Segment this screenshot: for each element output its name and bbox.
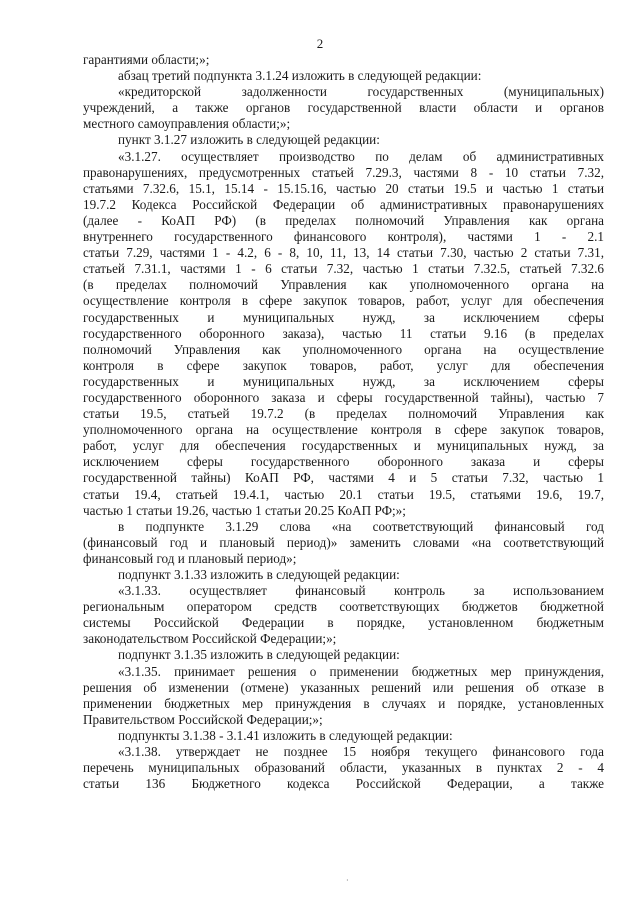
text-line: Правительством Российской Федерации;»; bbox=[83, 711, 323, 727]
text-line: «3.1.38. утверждает не позднее 15 ноября текущего финансового года bbox=[118, 744, 604, 760]
scan-speck: · bbox=[346, 876, 349, 885]
text-line: (далее - КоАП РФ) (в пределах полномочий Управления как органа bbox=[83, 212, 604, 228]
text-line: осуществление контроля в сфере закупок товаров, работ, услуг для обеспечения bbox=[83, 293, 604, 309]
document-body bbox=[83, 52, 604, 792]
text-line: гарантиями области;»; bbox=[83, 52, 210, 67]
text-line: полномочий Управления как уполномоченного органа на осуществление bbox=[83, 341, 604, 357]
text-line: статьи 136 Бюджетного кодекса Российской Федерации, а также bbox=[83, 776, 604, 792]
text-line: решения об изменении (отмене) указанных решений или решения об отказе в bbox=[83, 679, 604, 695]
page-number: 2 bbox=[316, 36, 324, 51]
text-line: статьи 7.29, частями 1 - 4.2, 6 - 8, 10, 11, 13, 14 статьи 7.30, частью 2 статьи 7.31, bbox=[83, 245, 604, 261]
text-line: подпункт 3.1.33 изложить в следующей редакции: bbox=[118, 567, 400, 582]
text-line: перечень муниципальных образований области, указанных в пунктах 2 - 4 bbox=[83, 760, 604, 776]
text-line: исключением сферы государственного оборонного заказа и сферы bbox=[83, 454, 604, 470]
text-line: подпункты 3.1.38 - 3.1.41 изложить в следующей редакции: bbox=[118, 727, 453, 743]
text-line: статьи 19.5, статьей 19.7.2 (в пределах полномочий Управления как bbox=[83, 406, 604, 422]
text-line: государственного оборонного заказа), частью 11 статьи 9.16 (в пределах bbox=[83, 325, 604, 341]
text-line: пункт 3.1.27 изложить в следующей редакции: bbox=[118, 132, 380, 148]
text-line: законодательством Российской Федерации;»; bbox=[83, 631, 337, 647]
text-line: государственных и муниципальных нужд, за исключением сферы bbox=[83, 309, 604, 325]
text-line: абзац третий подпункта 3.1.24 изложить в следующей редакции: bbox=[118, 68, 482, 84]
text-line: государственных и муниципальных нужд, за исключением сферы bbox=[83, 373, 604, 389]
text-line: статьей 7.31.1, частями 1 - 6 статьи 7.32, частью 1 статьи 7.32.5, статьей 7.32.6 bbox=[83, 261, 604, 277]
text-line: внутреннего государственного финансового контроля), частями 1 - 2.1 bbox=[83, 229, 604, 245]
text-line: системы Российской Федерации в порядке, установленном бюджетным bbox=[83, 615, 604, 631]
text-line: контроля в сфере закупок товаров, работ, услуг для обеспечения bbox=[83, 357, 604, 373]
text-line: работ, услуг для обеспечения государственных и муниципальных нужд, за bbox=[83, 438, 604, 454]
text-line: правонарушениях, предусмотренных статьей 7.29.3, частями 8 - 10 статьи 7.32, bbox=[83, 164, 604, 180]
text-line: (финансовый год и плановый период)» заменить словами «на соответствующий bbox=[83, 534, 604, 550]
text-line: статьями 7.32.6, 15.1, 15.14 - 15.15.16, частью 20 статьи 19.5 и частью 1 статьи bbox=[83, 180, 604, 196]
text-line: «кредиторской задолженности государственных (муниципальных) bbox=[118, 84, 604, 100]
text-line: статьи 19.4, статьей 19.4.1, частью 20.1 статьи 19.5, статьями 19.6, 19.7, bbox=[83, 486, 604, 502]
text-line: в подпункте 3.1.29 слова «на соответствующий финансовый год bbox=[118, 518, 604, 534]
text-line: государственной тайны) КоАП РФ, частями 4 и 5 статьи 7.32, частью 1 bbox=[83, 470, 604, 486]
text-line: применении бюджетных мер принуждения в случаях и порядке, установленных bbox=[83, 695, 604, 711]
text-line: местного самоуправления области;»; bbox=[83, 116, 291, 132]
text-line: «3.1.27. осуществляет производство по делам об административных bbox=[118, 148, 604, 164]
text-line: финансовый год и плановый период»; bbox=[83, 550, 297, 566]
text-line: подпункт 3.1.35 изложить в следующей редакции: bbox=[118, 647, 400, 663]
text-line: 19.7.2 Кодекса Российской Федерации об административных правонарушениях bbox=[83, 196, 604, 212]
text-line: уполномоченного органа на осуществление контроля в сфере закупок товаров, bbox=[83, 422, 604, 438]
text-line: частью 1 статьи 19.26, частью 1 статьи 20.25 КоАП РФ;»; bbox=[83, 502, 406, 518]
text-line: «3.1.33. осуществляет финансовый контроль за использованием bbox=[118, 583, 604, 599]
text-line: учреждений, а также органов государственной власти области и органов bbox=[83, 100, 604, 116]
text-line: государственного оборонного заказа и сферы государственной тайны), частью 7 bbox=[83, 389, 604, 405]
text-line: (в пределах полномочий Управления как уполномоченного органа на bbox=[83, 277, 604, 293]
text-line: «3.1.35. принимает решения о применении бюджетных мер принуждения, bbox=[118, 663, 604, 679]
text-line: региональным оператором средств соответствующих бюджетов бюджетной bbox=[83, 599, 604, 615]
